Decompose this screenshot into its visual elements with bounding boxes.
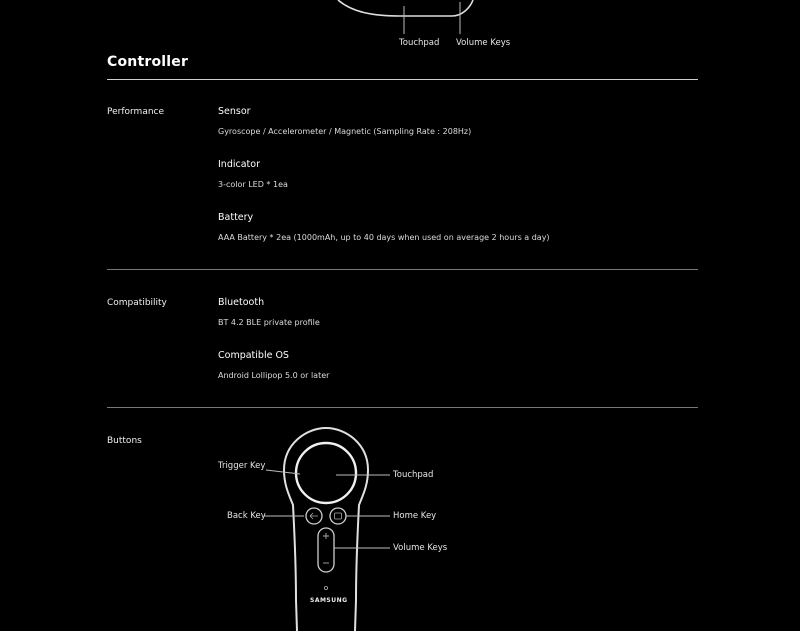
volume-keys-label: Volume Keys bbox=[393, 543, 448, 553]
spec-heading-sensor: Sensor bbox=[218, 106, 251, 117]
spec-value-compatible-os: Android Lollipop 5.0 or later bbox=[218, 371, 330, 380]
category-buttons: Buttons bbox=[107, 436, 142, 446]
spec-value-bluetooth: BT 4.2 BLE private profile bbox=[218, 318, 320, 327]
spec-heading-battery: Battery bbox=[218, 212, 254, 223]
trigger-key-label: Trigger Key bbox=[218, 461, 266, 471]
back-key-label: Back Key bbox=[227, 511, 266, 521]
spec-heading-indicator: Indicator bbox=[218, 159, 260, 170]
spec-heading-bluetooth: Bluetooth bbox=[218, 297, 265, 308]
touchpad-label: Touchpad bbox=[393, 470, 434, 480]
category-compatibility: Compatibility bbox=[107, 298, 167, 308]
spec-value-battery: AAA Battery * 2ea (1000mAh, up to 40 days when used on average 2 hours a day) bbox=[218, 233, 550, 242]
touchpad-callout-label: Touchpad bbox=[399, 38, 440, 48]
samsung-logo: SAMSUNG bbox=[310, 597, 348, 604]
spec-value-sensor: Gyroscope / Accelerometer / Magnetic (Sampling Rate : 208Hz) bbox=[218, 127, 472, 136]
spec-heading-compatible-os: Compatible OS bbox=[218, 350, 289, 361]
spec-value-indicator: 3-color LED * 1ea bbox=[218, 180, 288, 189]
category-performance: Performance bbox=[107, 107, 165, 117]
home-key-label: Home Key bbox=[393, 511, 437, 521]
volume-keys-callout-label: Volume Keys bbox=[456, 38, 511, 48]
section-title: Controller bbox=[107, 54, 189, 70]
